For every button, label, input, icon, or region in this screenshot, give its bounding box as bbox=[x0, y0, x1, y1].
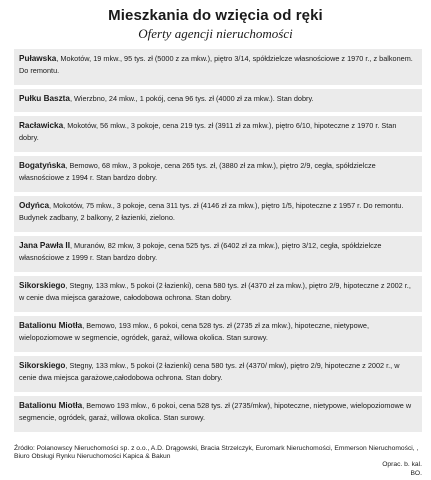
listing-street: Batalionu Miotła bbox=[19, 401, 83, 410]
listing-street: Jana Pawła II bbox=[19, 241, 70, 250]
listing-street: Sikorskiego bbox=[19, 361, 66, 370]
listing-row bbox=[14, 276, 422, 312]
listing-street: Puławska bbox=[19, 54, 57, 63]
listings-list bbox=[14, 49, 422, 436]
listing-row bbox=[14, 89, 422, 112]
listing-street: Racławicka bbox=[19, 121, 64, 130]
listing-details: , Bemowo, 193 mkw., 6 pokoi, cena 528 tys. zł (2735 zł za mkw.), hipoteczne, nietypowe, wielopoziomowe w segmencie, ogródek, garaż, willowa okolica. Stan surowy. bbox=[19, 321, 369, 342]
listing-row bbox=[14, 196, 422, 232]
listing-details: , Wierzbno, 24 mkw., 1 pokój, cena 96 tys. zł (4000 zł za mkw.). Stan dobry. bbox=[69, 94, 314, 103]
listing-details: , Stegny, 133 mkw., 5 pokoi (2 łazienki), cena 580 tys. zł (4370 zł za mkw.), piętro 2/9, hipoteczne z 2002 r., w cenie dwa miejsca garażowe, całodobowa ochrona. Stan dobry. bbox=[19, 281, 411, 302]
listing-details: , Mokotów, 19 mkw., 95 tys. zł (5000 z za mkw.), piętro 3/14, spółdzielcze własnościowe z 1970 r., z balkonem. Do remontu. bbox=[19, 54, 413, 75]
author-initials: BO. bbox=[410, 469, 422, 477]
page-title: Mieszkania do wzięcia od ręki bbox=[108, 7, 323, 24]
listing-street: Batalionu Miotła bbox=[19, 321, 83, 330]
header bbox=[0, 0, 431, 47]
listing-details: , Mokotów, 75 mkw., 3 pokoje, cena 311 tys. zł (4146 zł za mkw.), piętro 1/5, hipoteczne z 1957 r. Do remontu. Budynek zadbany, 2 balkony, 2 łazienki, zielono. bbox=[19, 201, 404, 222]
listing-street: Pułku Baszta bbox=[19, 94, 70, 103]
listing-row bbox=[14, 316, 422, 352]
listing-row bbox=[14, 356, 422, 392]
listing-street: Sikorskiego bbox=[19, 281, 66, 290]
listing-row bbox=[14, 49, 422, 85]
listing-details: , Stegny, 133 mkw., 5 pokoi (2 łazienki) cena 580 tys. zł (4370/ mkw), piętro 2/9, hipoteczne z 2002 r., w cenie dwa miejsca garażowe,całodobowa ochrona. Stan dobry. bbox=[19, 361, 400, 382]
author-credit: Oprac. b. kal. bbox=[382, 461, 422, 469]
source-note: Źródło: Polanowscy Nieruchomości sp. z o.o., A.D. Drągowski, Bracia Strzelczyk, Euromark Nieruchomości, Emmerson Nieruchomości, , Biuro Obsługi Rynku Nieruchomości Kapica & Bakun bbox=[14, 445, 419, 461]
listing-row bbox=[14, 236, 422, 272]
listing-street: Bogatyńska bbox=[19, 161, 66, 170]
listing-row bbox=[14, 156, 422, 192]
listing-details: , Bemowo, 68 mkw., 3 pokoje, cena 265 tys. zł, (3880 zł za mkw.), piętro 2/9, cegła, spółdzielcze własnościowe z 1994 r. Stan bardzo dobry. bbox=[19, 161, 376, 182]
listing-details: , Muranów, 82 mkw, 3 pokoje, cena 525 tys. zł (6402 zł za mkw.), piętro 3/12, cegła, spółdzielcze własnościowe z 1999 r. Stan bardzo dobry. bbox=[19, 241, 382, 262]
page-subtitle: Oferty agencji nieruchomości bbox=[138, 26, 293, 41]
footer bbox=[14, 445, 422, 478]
listing-details: , Bemowo 193 mkw., 6 pokoi, cena 528 tys. zł (2735/mkw), hipoteczne, nietypowe, wielopoziomowe w segmencie, ogródek, garaż, willowa okolica. Stan surowy. bbox=[19, 401, 412, 422]
listing-row bbox=[14, 396, 422, 432]
listing-details: , Mokotów, 56 mkw., 3 pokoje, cena 219 tys. zł (3911 zł za mkw.), piętro 6/10, hipoteczne z 1970 r. Stan dobry. bbox=[19, 121, 397, 142]
listing-street: Odyńca bbox=[19, 201, 50, 210]
listing-row bbox=[14, 116, 422, 152]
